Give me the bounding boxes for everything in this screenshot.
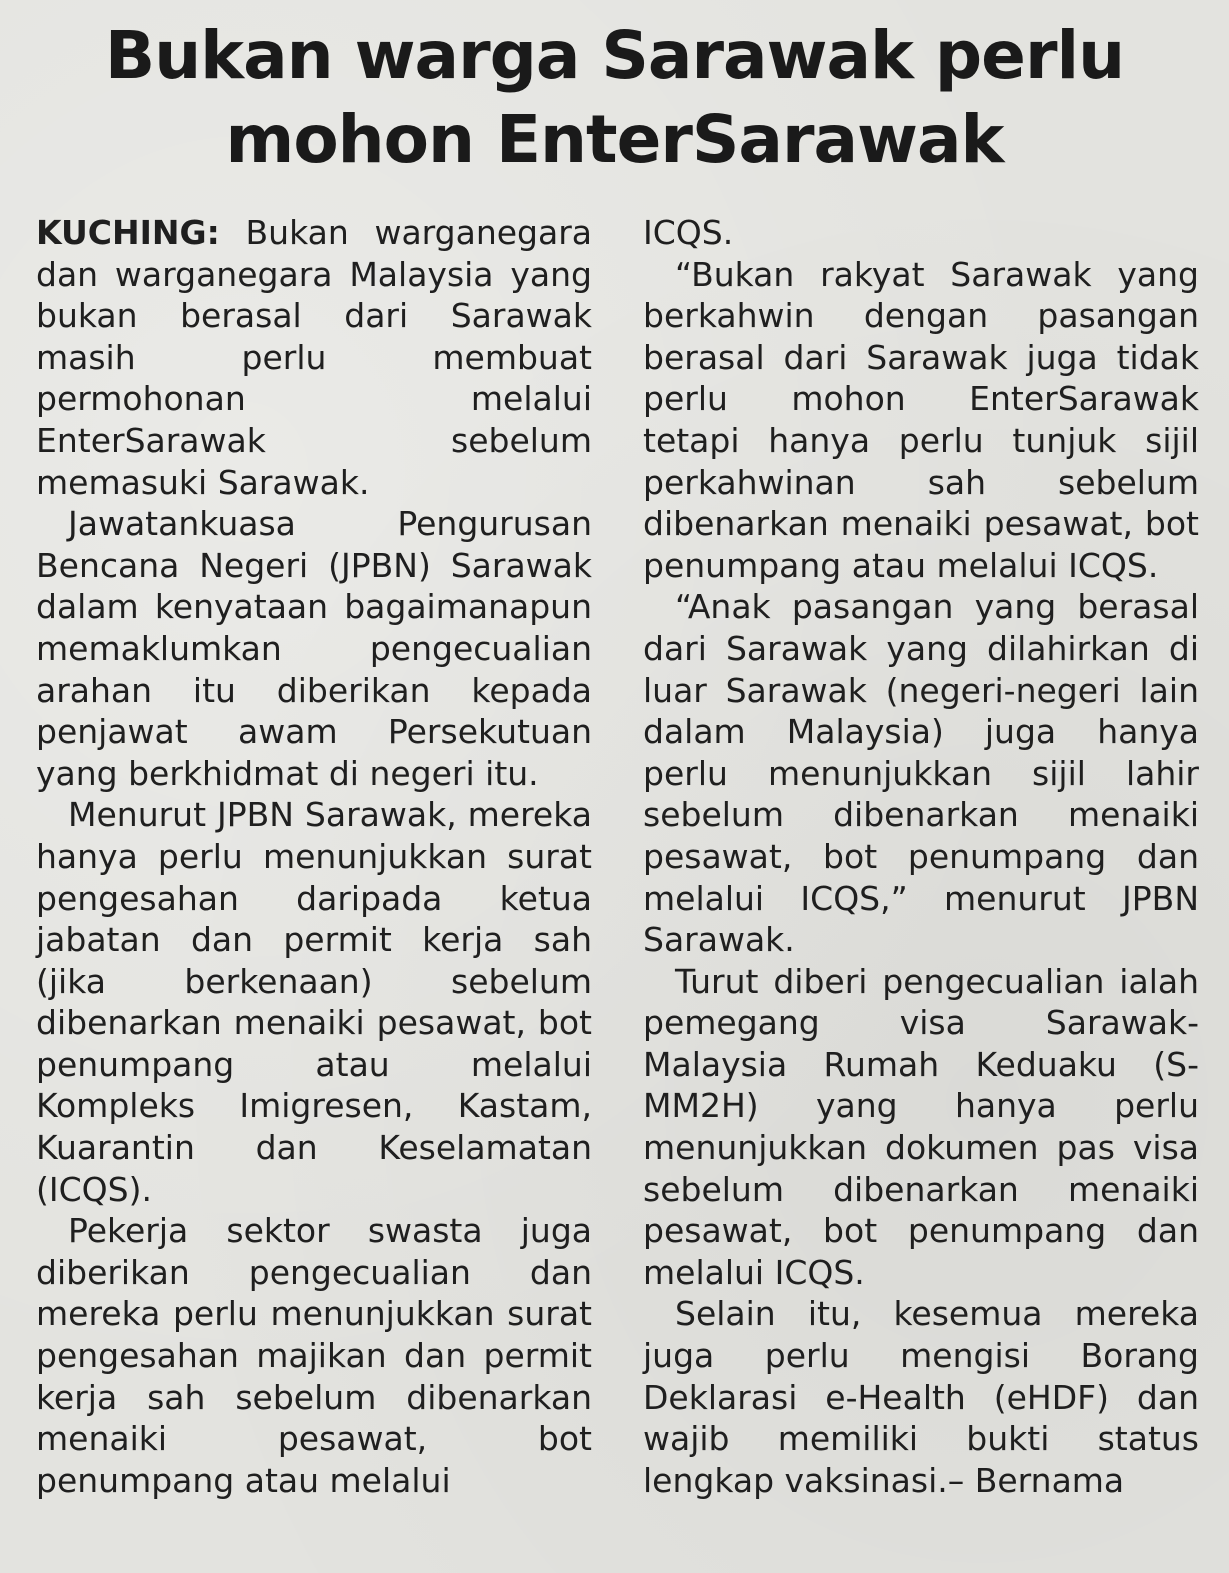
article-paragraph: “Bukan rakyat Sarawak yang berkahwin dengan pasangan berasal dari Sarawak juga tidak perlu mohon EnterSarawak tetapi hanya perlu tunjuk sijil perkahwinan sah sebelum dibenarkan menaiki pesawat, bot penumpang atau melalui ICQS.	[643, 254, 1199, 585]
headline-line-1: Bukan warga Sarawak perlu	[104, 17, 1125, 94]
headline-line-2: mohon EnterSarawak	[225, 101, 1004, 178]
article-paragraph: Pekerja sektor swasta juga diberikan pengecualian dan mereka perlu menunjukkan surat pengesahan majikan dan permit kerja sah sebelum dibenarkan menaiki pesawat, bot penumpang atau melalui	[36, 1211, 592, 1500]
article-paragraph: Selain itu, kesemua mereka juga perlu mengisi Borang Deklarasi e-Health (eHDF) dan wajib memiliki bukti status lengkap vaksinasi.– Bernama	[643, 1294, 1199, 1500]
article-paragraph: Menurut JPBN Sarawak, mereka hanya perlu menunjukkan surat pengesahan daripada ketua jabatan dan permit kerja sah (jika berkenaan) sebelum dibenarkan menaiki pesawat, bot penumpang atau melalui Kompleks Imigresen, Kastam, Kuarantin dan Keselamatan (ICQS).	[36, 795, 592, 1209]
article-column-left	[36, 212, 592, 1501]
article-paragraph	[36, 212, 592, 503]
article-paragraph: Turut diberi pengecualian ialah pemegang visa Sarawak-Malaysia Rumah Keduaku (S-MM2H) yang hanya perlu menunjukkan dokumen pas visa sebelum dibenarkan menaiki pesawat, bot penumpang dan melalui ICQS.	[643, 961, 1199, 1292]
article-paragraph: ICQS.	[643, 213, 734, 252]
paragraph-text: Bukan warganegara dan warganegara Malaysia yang bukan berasal dari Sarawak masih perlu membuat permohonan melalui EnterSarawak sebelum memasuki Sarawak.	[36, 213, 592, 502]
article-paragraph: “Anak pasangan yang berasal dari Sarawak yang dilahirkan di luar Sarawak (negeri-negeri lain dalam Malaysia) juga hanya perlu menunjukkan sijil lahir sebelum dibenarkan menaiki pesawat, bot penumpang dan melalui ICQS,” menurut JPBN Sarawak.	[643, 587, 1199, 960]
dateline: KUCHING:	[36, 213, 220, 252]
article-paragraph: Jawatankuasa Pengurusan Bencana Negeri (JPBN) Sarawak dalam kenyataan bagaimanapun memaklumkan pengecualian arahan itu diberikan kepada penjawat awam Persekutuan yang berkhidmat di negeri itu.	[36, 504, 592, 793]
article-column-right	[643, 212, 1199, 1501]
headline	[0, 14, 1229, 182]
